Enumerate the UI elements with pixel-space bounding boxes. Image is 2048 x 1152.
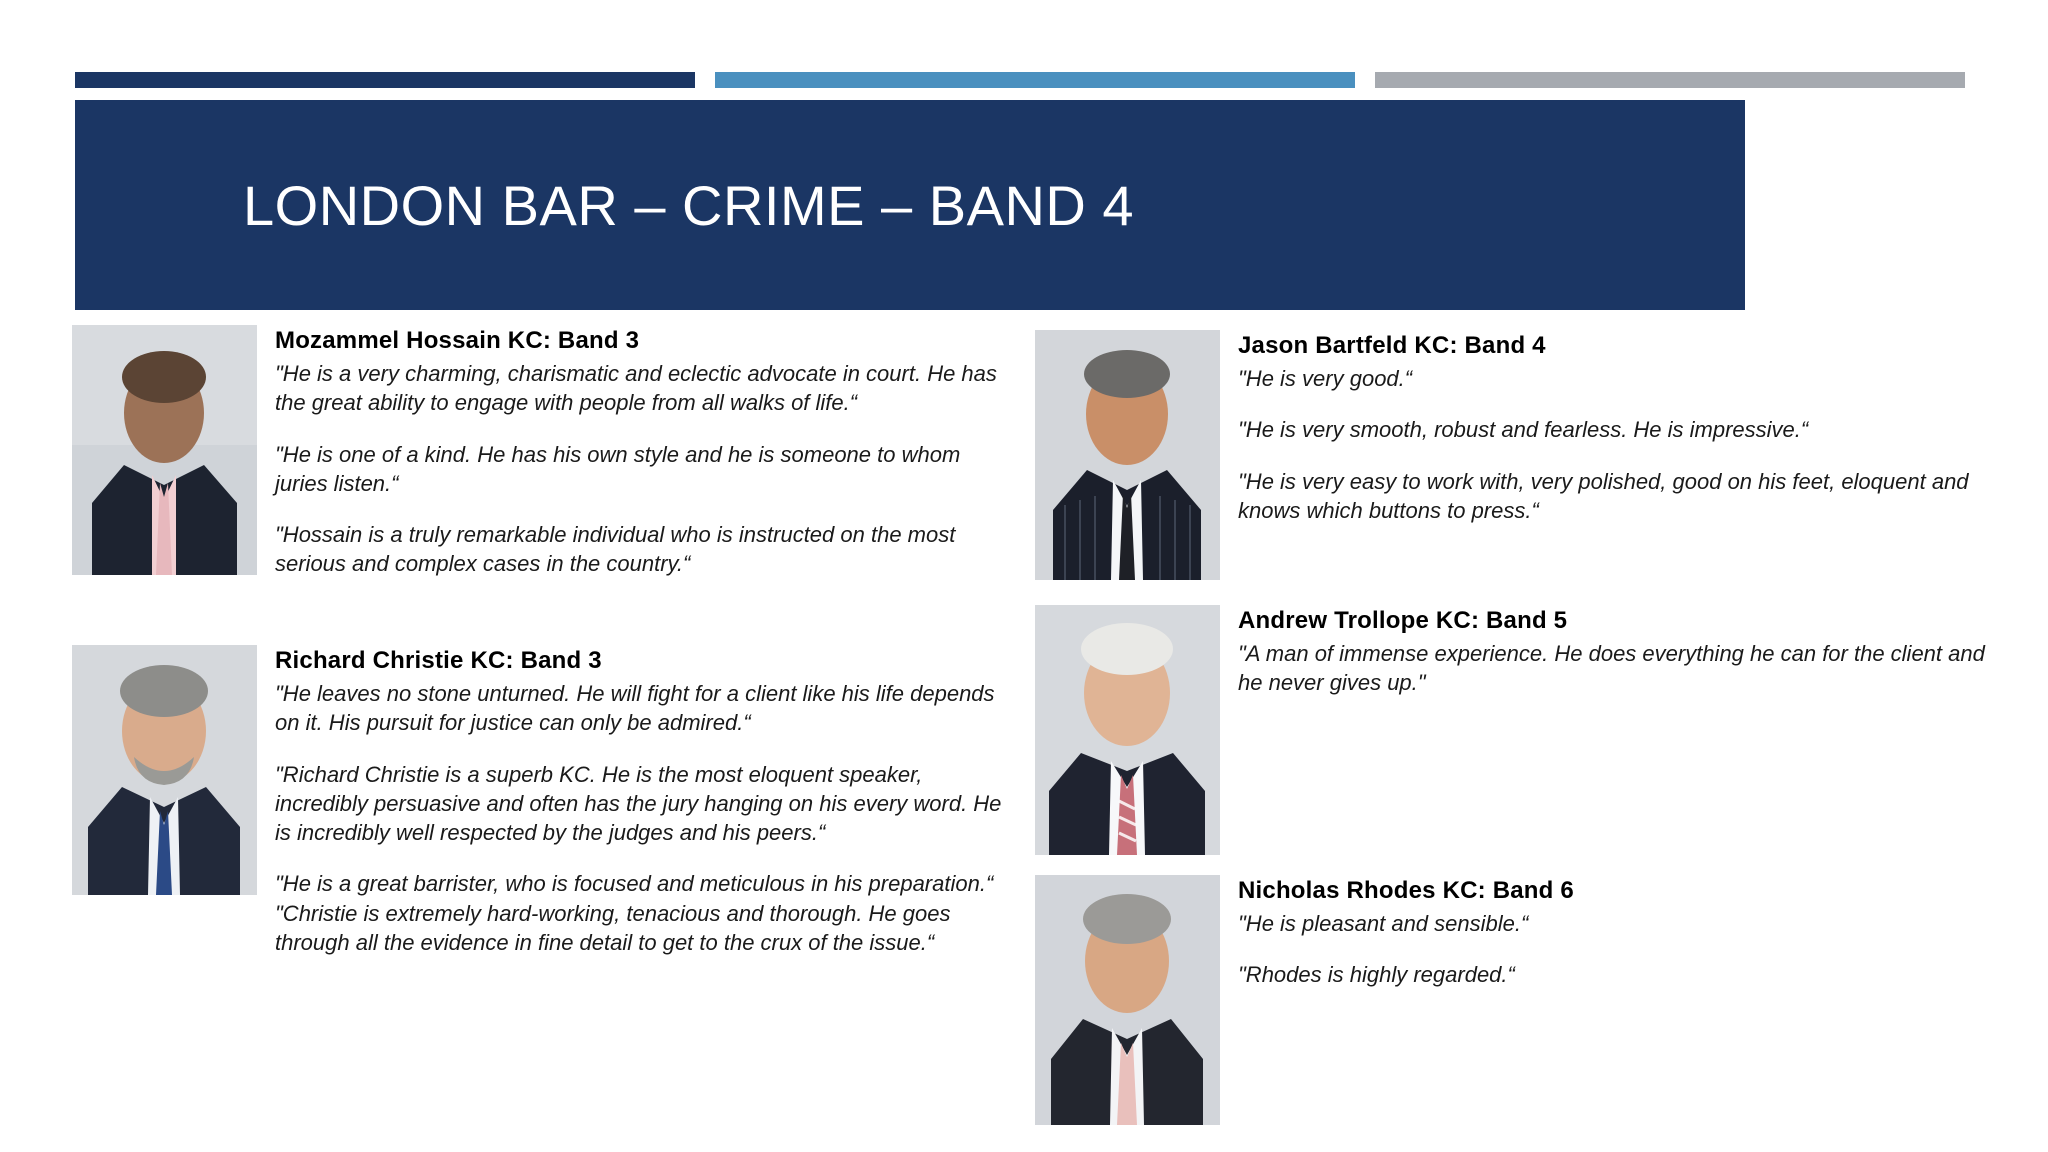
quote: "He is a great barrister, who is focused and meticulous in his preparation.“	[275, 871, 994, 897]
accent-bar-dark	[75, 72, 695, 88]
person-name: Jason Bartfeld KC: Band 4	[1238, 332, 1546, 359]
quote: "Christie is extremely hard-working, tenacious and thorough. He goes through all the evidence in fine detail to get to the crux of the issue.“	[275, 900, 951, 955]
portrait-mozammel-hossain	[72, 325, 257, 575]
entry-text	[257, 645, 1012, 957]
entry-text	[1220, 605, 1995, 698]
accent-bar-mid	[715, 72, 1355, 88]
profile-entry-christie	[72, 645, 1012, 957]
person-name: Nicholas Rhodes KC: Band 6	[1238, 877, 1574, 904]
entry-text	[1220, 875, 1995, 990]
profile-entry-bartfeld	[1035, 330, 1995, 580]
portrait-richard-christie	[72, 645, 257, 895]
quote: "Hossain is a truly remarkable individual who is instructed on the most serious and complex cases in the country.“	[275, 522, 956, 577]
quote: "He is a very charming, charismatic and eclectic advocate in court. He has the great ability to engage with people from all walks of life.“	[275, 361, 997, 416]
person-name: Mozammel Hossain KC: Band 3	[275, 327, 640, 354]
portrait-jason-bartfeld	[1035, 330, 1220, 580]
portrait-nicholas-rhodes	[1035, 875, 1220, 1125]
content-area	[0, 325, 2048, 1145]
profile-entry-trollope	[1035, 605, 1995, 855]
quote: "A man of immense experience. He does everything he can for the client and he never gives up."	[1238, 641, 1985, 696]
profile-entry-hossain	[72, 325, 1012, 579]
quote: "He is pleasant and sensible.“	[1238, 911, 1529, 936]
profile-entry-rhodes	[1035, 875, 1995, 1125]
quote: "He is very smooth, robust and fearless. He is impressive.“	[1238, 417, 1809, 443]
entry-text	[1220, 330, 1995, 525]
portrait-andrew-trollope	[1035, 605, 1220, 855]
quote: "Richard Christie is a superb KC. He is the most eloquent speaker, incredibly persuasive and often has the jury hanging on his every word. He is incredibly well respected by the judges and his peers.“	[275, 761, 1002, 845]
person-name: Richard Christie KC: Band 3	[275, 647, 602, 674]
title-band	[75, 100, 1745, 310]
quote: "He is very easy to work with, very polished, good on his feet, eloquent and knows which buttons to press.“	[1238, 468, 1969, 523]
person-name: Andrew Trollope KC: Band 5	[1238, 607, 1568, 634]
quote: "Rhodes is highly regarded.“	[1238, 962, 1515, 988]
page-title: LONDON BAR – CRIME – BAND 4	[243, 173, 1135, 237]
quote: "He is one of a kind. He has his own style and he is someone to whom juries listen.“	[275, 441, 961, 496]
quote: "He leaves no stone unturned. He will fight for a client like his life depends on it. His pursuit for justice can only be admired.“	[275, 681, 995, 736]
entry-text	[257, 325, 1012, 579]
accent-bar-light	[1375, 72, 1965, 88]
accent-bar-group	[75, 72, 1965, 88]
quote: "He is very good.“	[1238, 366, 1413, 391]
